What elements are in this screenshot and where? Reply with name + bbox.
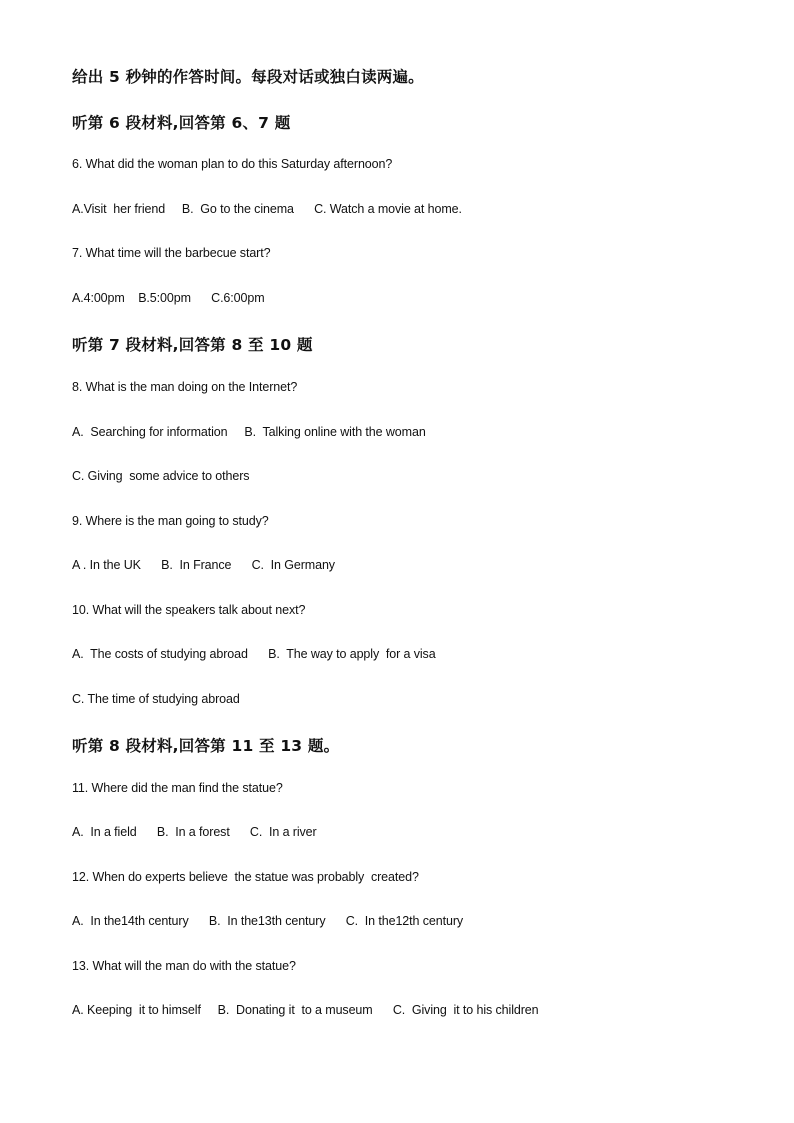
question-11: 11. Where did the man find the statue?: [72, 781, 283, 795]
options-6: A.Visit her friend B. Go to the cinema C. Watch a movie at home.: [72, 202, 462, 216]
options-8-line-1: A. Searching for information B. Talking online with the woman: [72, 425, 426, 439]
section-heading-7: 听第 7 段材料,回答第 8 至 10 题: [72, 336, 313, 354]
options-12: A. In the14th century B. In the13th century C. In the12th century: [72, 914, 464, 928]
options-8-line-2: C. Giving some advice to others: [72, 469, 250, 483]
instruction-heading: 给出 5 秒钟的作答时间。每段对话或独白读两遍。: [72, 68, 424, 86]
options-10-line-1: A. The costs of studying abroad B. The way to apply for a visa: [72, 647, 436, 661]
question-6: 6. What did the woman plan to do this Saturday afternoon?: [72, 157, 393, 171]
question-12: 12. When do experts believe the statue was probably created?: [72, 870, 419, 884]
question-7: 7. What time will the barbecue start?: [72, 246, 271, 260]
question-13: 13. What will the man do with the statue?: [72, 959, 296, 973]
options-11: A. In a field B. In a forest C. In a river: [72, 825, 317, 839]
options-9: A . In the UK B. In France C. In Germany: [72, 558, 335, 572]
options-10-line-2: C. The time of studying abroad: [72, 692, 240, 706]
options-13: A. Keeping it to himself B. Donating it to a museum C. Giving it to his children: [72, 1003, 539, 1017]
section-heading-8: 听第 8 段材料,回答第 11 至 13 题。: [72, 737, 340, 755]
question-8: 8. What is the man doing on the Internet?: [72, 380, 298, 394]
question-9: 9. Where is the man going to study?: [72, 514, 269, 528]
options-7: A.4:00pm B.5:00pm C.6:00pm: [72, 291, 265, 305]
question-10: 10. What will the speakers talk about next?: [72, 603, 306, 617]
section-heading-6: 听第 6 段材料,回答第 6、7 题: [72, 114, 291, 132]
